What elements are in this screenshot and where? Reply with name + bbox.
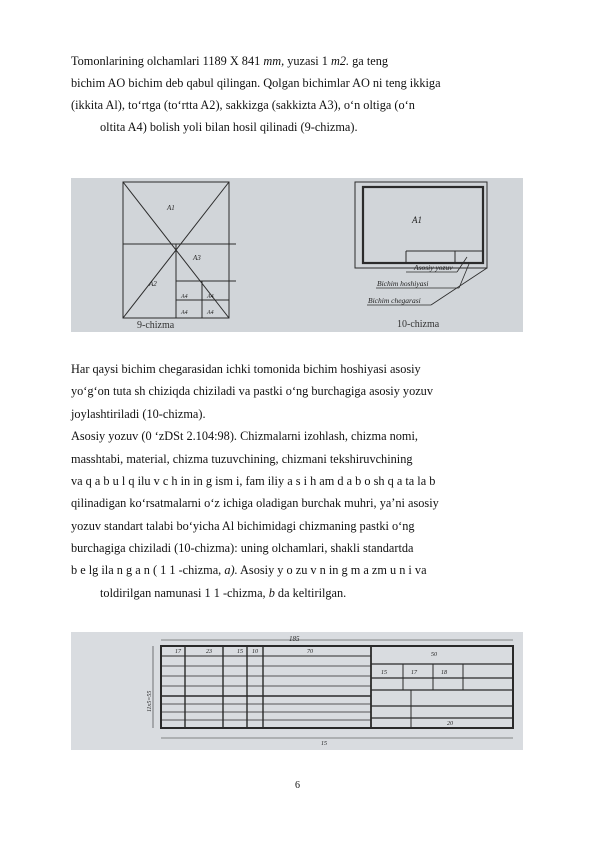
unit-mm: mm, [263,54,285,68]
text: Tomonlarining olchamlari 1189 X 841 [71,54,264,68]
dim-15b: 15 [381,670,387,676]
dim-185: 185 [289,635,300,643]
dim-23: 23 [206,649,212,655]
para2-line6: va q a b u l q ilu v c h in in g ism i, fam iliy a s i h am d a b o sh q a ta la b [71,474,436,488]
caption-9-chizma: 9-chizma [137,320,175,331]
para2-line1: Har qaysi bichim chegarasidan ichki tomonida bichim hoshiyasi asosiy [71,362,421,376]
label-frame-a1: A1 [412,215,422,225]
para2-line4: Asosiy yozuv (0 ‘zDSt 2.104:98). Chizmalarni izohlash, chizma nomi, [71,429,418,443]
dim-70: 70 [307,649,313,655]
para1-line4: oltita A4) bolish yoli bilan hosil qilinadi (9-chizma). [100,120,358,134]
label-a4: A4 [207,294,214,300]
dim-15c: 15 [321,741,327,747]
text: da keltirilgan. [274,586,347,600]
label-asosiy-yozuv: Asosiy yozuv [414,263,453,272]
title-block-drawing [71,632,523,750]
text-italic: a). [224,563,238,577]
figure-title-block [71,632,523,750]
label-bichim-hoshiyasi: Bichim hoshiyasi [377,279,429,288]
dim-17: 17 [175,649,181,655]
text-italic: b [268,586,275,600]
dim-10: 10 [252,649,258,655]
dim-18: 18 [441,670,447,676]
para1-line1 [71,54,388,69]
text: Asosiy y o zu v n in g m a zm u n i va [237,563,427,577]
label-a3: A3 [193,254,201,262]
para2-line9: burchagiga chiziladi (10-chizma): uning olchamlari, shakli standartda [71,541,414,555]
text: yuzasi 1 [284,54,331,68]
label-a4: A4 [181,310,188,316]
dim-50: 50 [431,652,437,658]
para2-line10 [71,563,427,578]
unit-m2: m2. [330,54,350,68]
text: ga teng [349,54,389,68]
para2-line3: joylashtiriladi (10-chizma). [71,407,206,421]
formats-drawing [71,178,523,332]
dim-17b: 17 [411,670,417,676]
text: b e lg ila n g a n ( 1 1 -chizma, [71,563,225,577]
page-number: 6 [295,780,300,791]
label-a2: A2 [149,280,157,288]
caption-10-chizma: 10-chizma [397,319,440,330]
label-a1: A1 [167,204,175,212]
label-bichim-chegarasi: Bichim chegarasi [368,296,421,305]
para2-line8: yozuv standart talabi bo‘yicha Al bichimidagi chizmaning pastki o‘ng [71,519,415,533]
label-a4: A4 [181,294,188,300]
para2-line2: yo‘g‘on tuta sh chiziqda chiziladi va pastki o‘ng burchagiga asosiy yozuv [71,384,433,398]
dim-15: 15 [237,649,243,655]
figure-formats [71,178,523,332]
para2-line11 [100,586,346,601]
para1-line2: bichim AO bichim deb qabul qilingan. Qolgan bichimlar AO ni teng ikkiga [71,76,441,90]
dim-11x5-55: 11x5=55 [147,690,153,712]
label-a4: A4 [207,310,214,316]
text: toldirilgan namunasi 1 1 -chizma, [100,586,269,600]
para1-line3: (ikkita Al), to‘rtga (to‘rtta A2), sakkizga (sakkizta A3), o‘n oltiga (o‘n [71,98,415,112]
para2-line7: qilinadigan ko‘rsatmalarni o‘z ichiga oladigan burchak muhri, ya’ni asosiy [71,496,439,510]
para2-line5: masshtabi, material, chizma tuzuvchining, chizmani tekshiruvchining [71,452,413,466]
dim-20: 20 [447,721,453,727]
